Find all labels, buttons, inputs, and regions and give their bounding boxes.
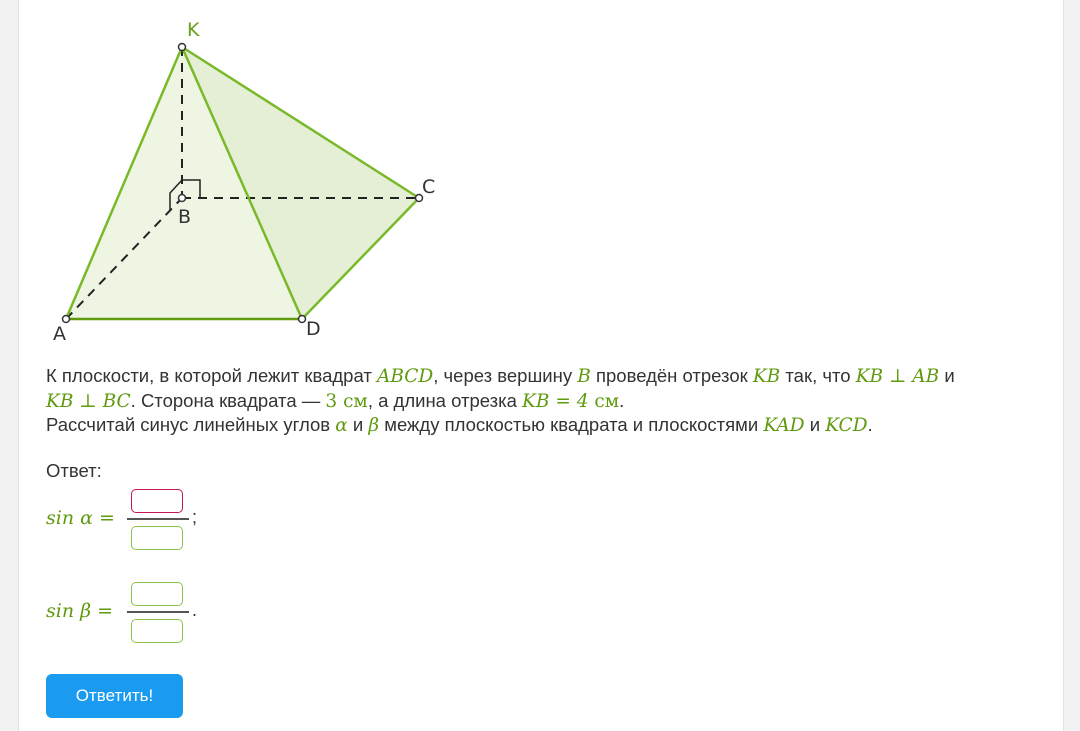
vertex-a-label: A (53, 323, 66, 345)
text: , через вершину (433, 365, 578, 386)
vertex-b-point (179, 195, 186, 202)
vertex-k-point (179, 44, 186, 51)
math-side-value: 3 (325, 390, 338, 412)
text: . (619, 389, 625, 411)
math-plane-kad: KAD (763, 415, 805, 436)
math-vertex: B (577, 366, 591, 387)
sin-alpha-label: sin α = (46, 507, 115, 529)
answer-label: Ответ: (46, 460, 102, 481)
text: К плоскости, в которой лежит квадрат (46, 365, 377, 386)
unit: см (337, 390, 368, 412)
text: и (347, 414, 369, 435)
sin-beta-fraction (127, 580, 189, 646)
sin-alpha-fraction (127, 487, 189, 553)
text: между плоскостью квадрата и плоскостями (379, 414, 764, 435)
task-card (18, 0, 1064, 731)
unit: см (588, 390, 620, 412)
text: и (804, 414, 826, 435)
vertex-c-label: C (422, 176, 436, 198)
math-perpendicular: KB ⊥ BC (46, 390, 131, 412)
sin-alpha-denominator-input[interactable] (131, 526, 183, 550)
sin-beta-label: sin β = (46, 600, 114, 622)
math-beta: β (368, 415, 380, 436)
problem-line-1 (46, 364, 1036, 389)
sin-alpha-numerator-input[interactable] (131, 489, 183, 513)
vertex-b-label: B (178, 206, 192, 228)
fraction-bar (127, 518, 189, 520)
fraction-bar (127, 611, 189, 613)
problem-line-2 (46, 389, 1036, 414)
text: Рассчитай синус линейных углов (46, 414, 336, 435)
math-kb-length: KB = 4 (522, 390, 589, 412)
math-alpha: α (335, 415, 348, 436)
semicolon: ; (192, 507, 198, 527)
problem-statement (46, 364, 1036, 438)
text: так, что (780, 365, 856, 386)
vertex-d-point (299, 316, 306, 323)
text: . (867, 414, 873, 435)
period: . (192, 600, 198, 620)
math-segment: KB (752, 366, 781, 387)
text: . Сторона квадрата — (130, 389, 326, 411)
vertex-k-label: K (187, 19, 200, 41)
math-square: ABCD (376, 366, 434, 387)
pyramid-figure (19, 0, 1063, 360)
vertex-a-point (63, 316, 70, 323)
math-perpendicular: KB ⊥ AB (855, 366, 940, 387)
math-plane-kcd: KCD (825, 415, 868, 436)
sin-beta-denominator-input[interactable] (131, 619, 183, 643)
text: и (939, 365, 955, 386)
text: проведён отрезок (590, 365, 753, 386)
sin-beta-numerator-input[interactable] (131, 582, 183, 606)
vertex-d-label: D (306, 318, 321, 340)
problem-line-3 (46, 413, 1036, 438)
submit-button[interactable]: Ответить! (46, 674, 183, 718)
text: , а длина отрезка (367, 389, 523, 411)
